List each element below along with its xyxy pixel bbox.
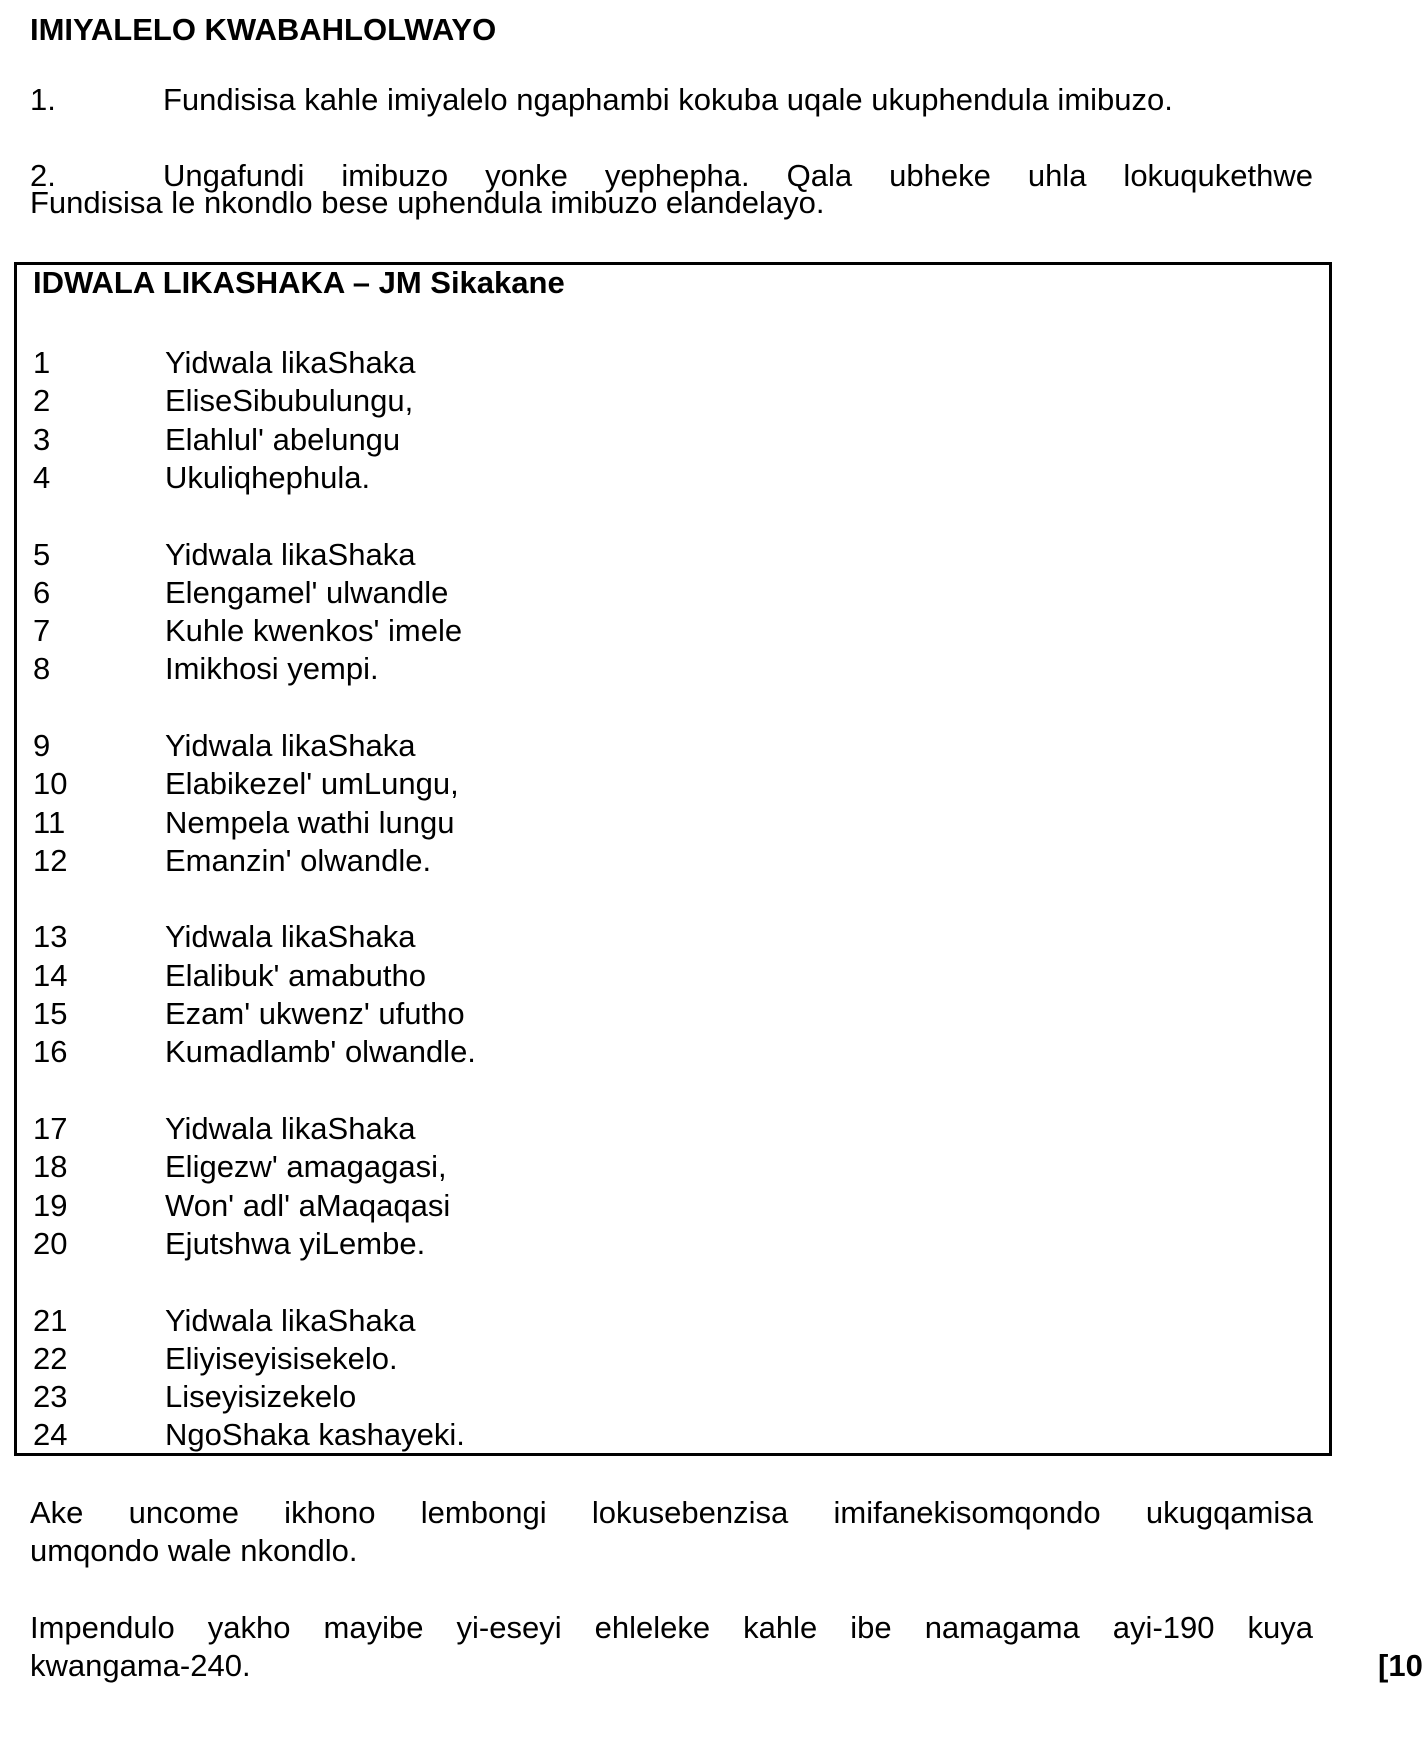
poem-line-text: Yidwala likaShaka	[165, 728, 416, 763]
poem-line-text: Elalibuk' amabutho	[165, 958, 426, 993]
poem-line-text: Kuhle kwenkos' imele	[165, 613, 463, 648]
poem-line	[17, 1417, 1329, 1453]
instruction-number-1: 1.	[30, 82, 56, 117]
poem-line	[17, 383, 1329, 419]
task-paragraph-1-line-2: umqondo wale nkondlo.	[30, 1533, 358, 1568]
poem-line	[17, 1303, 1329, 1339]
poem-line	[17, 613, 1329, 649]
task-paragraph-1-line-1: Ake uncome ikhono lembongi lokusebenzisa imifanekisomqondo ukugqamisa	[30, 1495, 1313, 1530]
poem-line-number: 6	[33, 575, 51, 610]
poem-line-number: 4	[33, 460, 51, 495]
poem-line	[17, 422, 1329, 458]
task-paragraph-2-line-2: kwangama-240.	[30, 1648, 251, 1683]
poem-line-text: Eliyiseyisisekelo.	[165, 1341, 398, 1376]
poem-line-text: Emanzin' olwandle.	[165, 843, 432, 878]
poem-line-text: Yidwala likaShaka	[165, 345, 416, 380]
poem-line-number: 23	[33, 1379, 68, 1414]
poem-line-number: 7	[33, 613, 51, 648]
poem-line-number: 15	[33, 996, 68, 1031]
poem-line-number: 8	[33, 651, 51, 686]
instructions-title: IMIYALELO KWABAHLOLWAYO	[30, 12, 497, 47]
poem-line-text: Ukuliqhephula.	[165, 460, 371, 495]
poem-line	[17, 1188, 1329, 1224]
poem-line-number: 16	[33, 1034, 68, 1069]
poem-line-text: Elengamel' ulwandle	[165, 575, 449, 610]
poem-line-text: Yidwala likaShaka	[165, 1303, 416, 1338]
poem-line-number: 19	[33, 1188, 68, 1223]
poem-line	[17, 460, 1329, 496]
poem-line-text: Elabikezel' umLungu,	[165, 766, 459, 801]
poem-line	[17, 805, 1329, 841]
poem-line-text: Imikhosi yempi.	[165, 651, 379, 686]
poem-line	[17, 1111, 1329, 1147]
poem-line-number: 21	[33, 1303, 68, 1338]
poem-line-number: 11	[33, 805, 66, 840]
poem-line-text: Won' adl' aMaqaqasi	[165, 1188, 451, 1223]
poem-box	[14, 262, 1332, 1456]
poem-line	[17, 1149, 1329, 1185]
poem-line-text: Liseyisizekelo	[165, 1379, 357, 1414]
poem-line	[17, 766, 1329, 802]
poem-line	[17, 728, 1329, 764]
poem-line-text: Eligezw' amagagasi,	[165, 1149, 447, 1184]
poem-line-number: 14	[33, 958, 68, 993]
poem-intro-instruction: Fundisisa le nkondlo bese uphendula imibuzo elandelayo.	[30, 185, 825, 220]
poem-line-number: 20	[33, 1226, 68, 1261]
poem-line-number: 22	[33, 1341, 68, 1376]
poem-line-number: 10	[33, 766, 68, 801]
poem-line-text: Ejutshwa yiLembe.	[165, 1226, 426, 1261]
instruction-text-2: Ungafundi imibuzo yonke yephepha. Qala ubheke uhla lokuqukethwe	[163, 158, 1313, 193]
poem-line	[17, 1226, 1329, 1262]
poem-title: IDWALA LIKASHAKA – JM Sikakane	[33, 265, 565, 300]
poem-line	[17, 575, 1329, 611]
poem-line	[17, 537, 1329, 573]
poem-line-number: 1	[33, 345, 51, 380]
poem-line-number: 12	[33, 843, 68, 878]
poem-line	[17, 843, 1329, 879]
poem-line-number: 3	[33, 422, 51, 457]
poem-line-text: Elahlul' abelungu	[165, 422, 401, 457]
instruction-text-1: Fundisisa kahle imiyalelo ngaphambi kokuba uqale ukuphendula imibuzo.	[163, 82, 1173, 117]
marks-label: [10	[1378, 1648, 1423, 1683]
task-paragraph-2-line-1: Impendulo yakho mayibe yi-eseyi ehleleke kahle ibe namagama ayi-190 kuya	[30, 1610, 1313, 1645]
poem-line	[17, 1379, 1329, 1415]
poem-line	[17, 958, 1329, 994]
poem-line-text: Nempela wathi lungu	[165, 805, 455, 840]
poem-line-number: 9	[33, 728, 51, 763]
poem-line-text: Kumadlamb' olwandle.	[165, 1034, 476, 1069]
poem-line	[17, 919, 1329, 955]
poem-line	[17, 345, 1329, 381]
poem-line-text: Yidwala likaShaka	[165, 1111, 416, 1146]
poem-line-number: 24	[33, 1417, 68, 1452]
poem-line	[17, 651, 1329, 687]
poem-line-number: 5	[33, 537, 51, 572]
poem-line-text: Ezam' ukwenz' ufutho	[165, 996, 465, 1031]
poem-line-text: EliseSibubulungu,	[165, 383, 414, 418]
poem-line	[17, 1034, 1329, 1070]
poem-line-number: 18	[33, 1149, 68, 1184]
poem-line-number: 17	[33, 1111, 68, 1146]
poem-line	[17, 1341, 1329, 1377]
poem-line-text: NgoShaka kashayeki.	[165, 1417, 465, 1452]
poem-line-text: Yidwala likaShaka	[165, 919, 416, 954]
poem-line-number: 2	[33, 383, 51, 418]
poem-line-text: Yidwala likaShaka	[165, 537, 416, 572]
poem-line-number: 13	[33, 919, 68, 954]
instruction-number-2: 2.	[30, 158, 56, 193]
poem-line	[17, 996, 1329, 1032]
